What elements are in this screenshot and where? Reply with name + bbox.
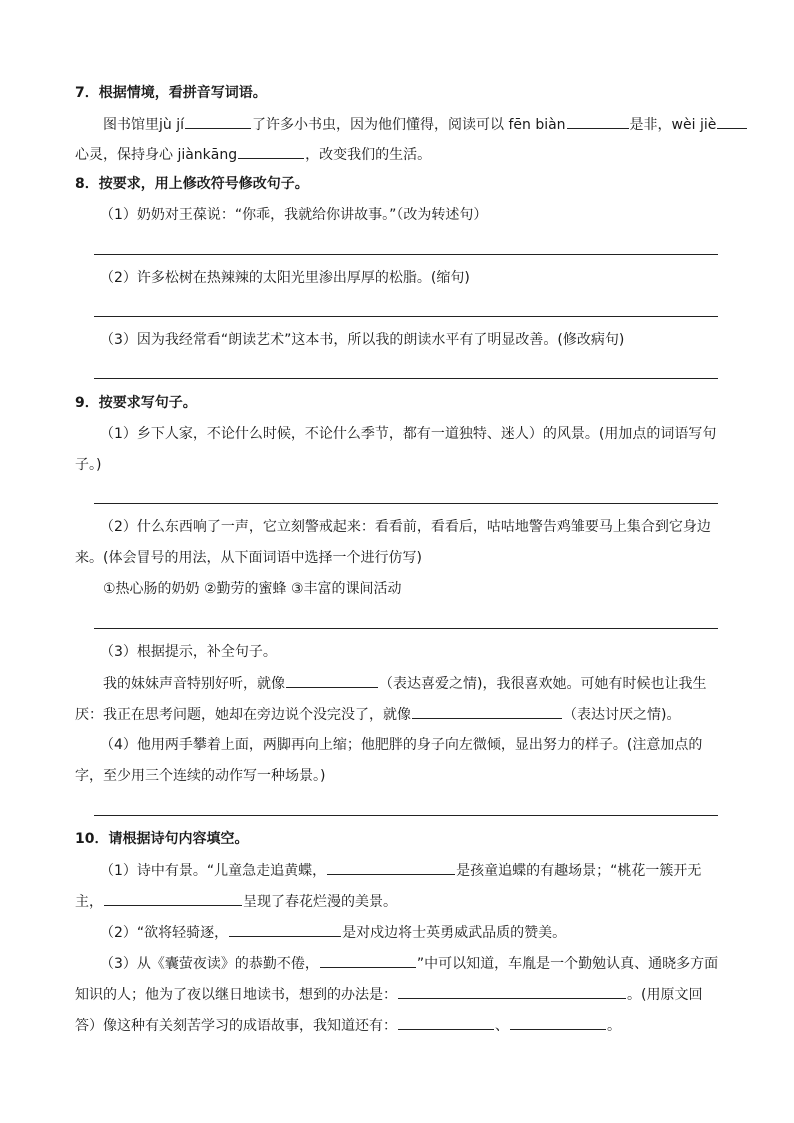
q10-text-3a1: （3）从《囊萤夜读》的恭勤不倦， (100, 956, 319, 972)
q10-text-3b2: 。(用原文回 (627, 987, 703, 1003)
q9-sentence-2a: （2）什么东西响了一声，它立刻警戒起来：看看前，看看后，咕咕地警告鸡雏要马上集合到它身边 (100, 519, 711, 535)
q10-text-3a2: ”中可以知道，车胤是一个勤勉认真、通晓多方面 (416, 956, 719, 972)
q8-sentence-1: （1）奶奶对王葆说：“你乖，我就给你讲故事。”（改为转述句） (100, 207, 488, 223)
q9-answer-line-2[interactable] (94, 628, 718, 629)
blank-dislike-simile[interactable] (412, 704, 562, 719)
q7-text-1b: 了许多小书虫，因为他们懂得，阅读可以 fēn biàn (252, 117, 566, 133)
blank-like-simile[interactable] (286, 673, 378, 688)
q9-sentence-3a (103, 673, 706, 693)
q9-sentence-1b: 子。) (75, 457, 102, 473)
q9-text-3a1: 我的妹妹声音特别好听，就像 (103, 676, 285, 692)
q10-sentence-1b (75, 891, 397, 911)
q10-text-1a1: （1）诗中有景。“儿童急走追黄蝶， (100, 863, 327, 879)
blank-method[interactable] (398, 984, 626, 999)
q10-text-3c2: 、 (495, 1018, 509, 1034)
q10-sentence-3c (75, 1015, 621, 1035)
q10-sentence-2 (100, 922, 566, 942)
question-7-title: 7．根据情境，看拼音写词语。 (75, 85, 267, 101)
blank-weijie[interactable] (717, 114, 747, 129)
blank-idiom-1[interactable] (398, 1015, 494, 1030)
q9-sentence-3b (75, 704, 680, 724)
q7-text-2b: ，改变我们的生活。 (305, 147, 432, 163)
blank-poem-line-3[interactable] (229, 922, 341, 937)
q10-text-3b1: 知识的人；他为了夜以继日地读书，想到的办法是： (75, 987, 397, 1003)
blank-jiankang[interactable] (238, 144, 304, 159)
q10-text-2b: 是对戍边将士英勇威武品质的赞美。 (342, 925, 567, 941)
blank-original-text[interactable] (320, 953, 416, 968)
q8-sentence-3: （3）因为我经常看“朗读艺术”这本书，所以我的朗读水平有了明显改善。(修改病句) (100, 332, 625, 348)
q10-sentence-3a (100, 953, 718, 973)
q9-text-3b1: 厌：我正在思考问题，她却在旁边说个没完没了，就像 (75, 707, 411, 723)
q9-text-3b2: （表达讨厌之情)。 (563, 707, 681, 723)
q10-text-3c1: 答）像这种有关刻苦学习的成语故事，我知道还有： (75, 1018, 397, 1034)
q9-options: ①热心肠的奶奶 ②勤劳的蜜蜂 ③丰富的课间活动 (103, 581, 402, 597)
q10-text-3c3: 。 (607, 1018, 621, 1034)
question-7-line-2 (75, 144, 431, 164)
blank-fenbian[interactable] (567, 114, 629, 129)
q8-answer-line-1[interactable] (94, 254, 718, 255)
question-9-title: 9．按要求写句子。 (75, 395, 197, 411)
question-7-line-1 (103, 114, 748, 134)
q10-sentence-1a (100, 860, 701, 880)
q10-sentence-3b (75, 984, 702, 1004)
q9-sentence-4a: （4）他用两手攀着上面，两脚再向上缩；他肥胖的身子向左微倾，显出努力的样子。(注意加点的 (100, 737, 703, 753)
q7-text-1a: 图书馆里jù jí (103, 117, 184, 133)
q9-text-3a2: （表达喜爱之情)，我很喜欢她。可她有时候也让我生 (379, 676, 707, 692)
q9-sentence-1a: （1）乡下人家，不论什么时候，不论什么季节，都有一道独特、迷人）的风景。(用加点的词语写句 (100, 426, 717, 442)
q10-text-1b1: 主， (75, 894, 103, 910)
blank-idiom-2[interactable] (510, 1015, 606, 1030)
q10-text-2a: （2）“欲将轻骑逐， (100, 925, 229, 941)
blank-poem-line-1[interactable] (327, 860, 455, 875)
question-8-title: 8．按要求，用上修改符号修改句子。 (75, 176, 309, 192)
q8-answer-line-2[interactable] (94, 316, 718, 317)
q9-answer-line-1[interactable] (94, 503, 718, 504)
blank-poem-line-2[interactable] (104, 891, 242, 906)
question-10-title: 10．请根据诗句内容填空。 (75, 831, 249, 847)
q9-sentence-4b: 字，至少用三个连续的动作写一种场景。) (75, 768, 326, 784)
q8-answer-line-3[interactable] (94, 378, 718, 379)
blank-juji[interactable] (185, 114, 251, 129)
q9-answer-line-4[interactable] (94, 815, 718, 816)
q7-text-2a: 心灵，保持身心 jiànkāng (75, 147, 238, 163)
q8-sentence-2: （2）许多松树在热辣辣的太阳光里渗出厚厚的松脂。(缩句) (100, 270, 470, 286)
q10-text-1a2: 是孩童追蝶的有趣场景；“桃花一簇开无 (456, 863, 702, 879)
q9-sentence-3-title: （3）根据提示，补全句子。 (100, 644, 277, 660)
q10-text-1b2: 呈现了春花烂漫的美景。 (243, 894, 397, 910)
q9-sentence-2b: 来。(体会冒号的用法，从下面词语中选择一个进行仿写) (75, 550, 422, 566)
q7-text-1c: 是非，wèi jiè (629, 117, 717, 133)
